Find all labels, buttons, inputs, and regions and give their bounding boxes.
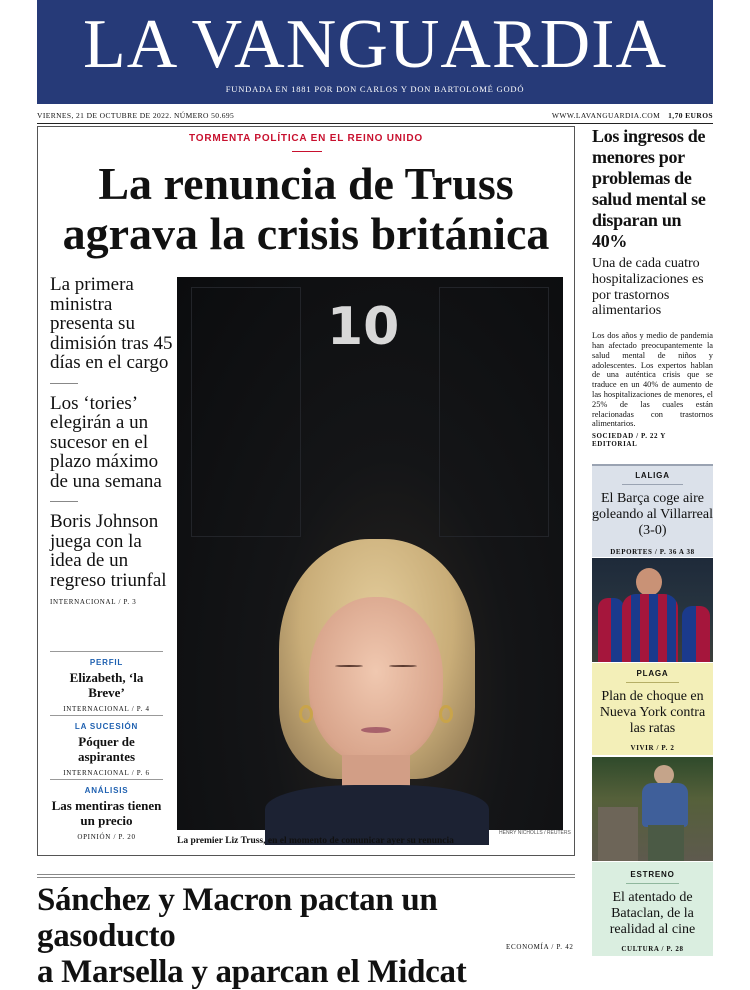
deck-2: Los ‘tories’ elegirán a un sucesor en el plazo máximo de una semana	[50, 392, 162, 492]
bottom-headline-line2: a Marsella y aparcan el Midcat	[37, 954, 467, 990]
sub-ref: INTERNACIONAL / P. 6	[63, 769, 150, 777]
player-head	[636, 568, 662, 596]
worker-head	[654, 765, 674, 785]
deck-divider	[50, 501, 78, 502]
box-title: Plan de choque en Nueva York contra las ratas	[599, 689, 706, 736]
main-decks	[50, 275, 175, 606]
bottom-headline-line1: Sánchez y Macron pactan un gasoducto	[37, 882, 438, 954]
box-ref: DEPORTES / P. 36 A 38	[610, 548, 695, 556]
right-deck: Una de cada cuatro hospitalizaciones es por trastornos alimentarios	[592, 256, 704, 319]
masthead	[37, 0, 713, 104]
box-ref: CULTURA / P. 28	[621, 945, 684, 953]
sub-label: PERFIL	[89, 658, 124, 667]
deck-3: Boris Johnson juega con la idea de un regreso triunfal	[50, 511, 167, 591]
sub-story-perfil[interactable]	[50, 651, 163, 713]
rats-photo[interactable]	[592, 757, 713, 861]
bottom-ref[interactable]: ECONOMÍA / P. 42	[506, 943, 574, 951]
box-title: El atentado de Bataclan, de la realidad al cine	[609, 890, 696, 937]
dateline-right	[552, 111, 713, 120]
deck-1: La primera ministra presenta su dimisión tras 45 días en el cargo	[50, 274, 173, 373]
sub-story-sucesion[interactable]	[50, 715, 163, 777]
main-headline-line1: La renuncia de Truss	[98, 158, 514, 209]
founded-line: FUNDADA EN 1881 POR DON CARLOS Y DON BARTOLOMÉ GODÓ	[225, 84, 525, 94]
sub-label: ANÁLISIS	[84, 786, 129, 795]
door-panel	[439, 287, 549, 537]
box-label: PLAGA	[626, 669, 679, 683]
earring	[299, 705, 313, 723]
estreno-box[interactable]	[592, 862, 713, 956]
player-figure	[622, 594, 678, 662]
sub-title: Las mentiras tienen un precio	[51, 798, 162, 828]
laliga-box[interactable]	[592, 464, 713, 557]
subject-face	[309, 597, 443, 763]
box-ref: VIVIR / P. 2	[630, 744, 675, 752]
player-figure	[598, 598, 624, 662]
door-number: 10	[327, 297, 400, 357]
box-label: LALIGA	[622, 471, 683, 485]
earring	[439, 705, 453, 723]
right-story[interactable]	[592, 126, 713, 448]
price: 1,70 EUROS	[668, 110, 713, 120]
right-headline: Los ingresos de menores por problemas de salud mental se disparan un 40%	[592, 126, 706, 251]
worker-pants	[648, 825, 684, 861]
subject-eye	[335, 665, 363, 667]
door-panel	[191, 287, 301, 537]
sub-ref: OPINIÓN / P. 20	[77, 833, 136, 841]
dateline	[37, 108, 713, 122]
deck-divider	[50, 383, 78, 384]
main-photo[interactable]	[177, 277, 563, 830]
photo-caption: La premier Liz Truss, en el momento de comunicar ayer su renuncia	[177, 836, 454, 846]
sub-title: Elizabeth, ‘la Breve’	[69, 670, 144, 700]
main-headline[interactable]	[38, 159, 574, 259]
fence	[598, 807, 638, 861]
box-label: ESTRENO	[626, 870, 679, 884]
player-figure	[682, 606, 710, 662]
football-photo[interactable]	[592, 558, 713, 662]
kicker-rule	[292, 151, 322, 152]
sub-label: LA SUCESIÓN	[74, 722, 139, 731]
worker-shirt	[642, 783, 688, 827]
right-ref: SOCIEDAD / P. 22 Y EDITORIAL	[592, 432, 666, 449]
main-story	[37, 126, 575, 856]
sub-ref: INTERNACIONAL / P. 4	[63, 705, 150, 713]
website-link[interactable]: WWW.LAVANGUARDIA.COM	[551, 110, 661, 120]
main-headline-line2: agrava la crisis británica	[62, 208, 550, 259]
bottom-rule	[37, 874, 575, 875]
main-kicker: TORMENTA POLÍTICA EN EL REINO UNIDO	[189, 133, 423, 144]
deck-page-ref[interactable]: INTERNACIONAL / P. 3	[50, 598, 137, 606]
sub-title: Póquer de aspirantes	[77, 734, 136, 764]
plaga-box[interactable]	[592, 663, 713, 755]
subject-eye	[389, 665, 417, 667]
sub-story-analisis[interactable]	[50, 779, 163, 841]
bottom-rule	[37, 877, 575, 878]
right-body: Los dos años y medio de pandemia han afectado preocupantemente la salud mental de niños y adolescentes. Los expertos hablan de una auténtica crisis que se traduce en un 40% de aumento de las hospitalizaciones de menores, el 25% de las cuales están relacionadas con trastornos alimentarios.	[592, 331, 713, 429]
box-title: El Barça coge aire goleando al Villarreal (3-0)	[592, 491, 713, 538]
photo-credit: HENRY NICHOLLS / REUTERS	[499, 830, 571, 836]
bottom-headline[interactable]	[37, 882, 577, 990]
top-rule	[37, 123, 713, 124]
issue-date: VIERNES, 21 DE OCTUBRE DE 2022. NÚMERO 50.695	[37, 110, 235, 120]
subject-lips	[361, 727, 391, 733]
newspaper-logo[interactable]: LA VANGUARDIA	[82, 6, 668, 83]
